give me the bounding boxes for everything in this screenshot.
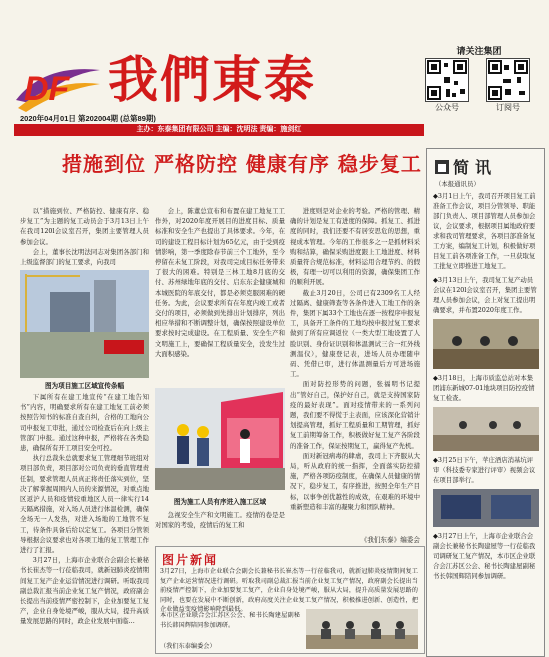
qr-subscription-label: 订阅号 (496, 103, 520, 112)
article-paragraph: 会上，陈董总宣布和布置在建工地复工工作外，对2020年度开展目的进度目标、质量标准和安全生产也提出了具体要求。今年，在司的建设工程目标计划为65亿元，由于受到疫情影响，第一季度除春节前三个工地外，至今停留在未复工阶段，对我司完成目标任务带来了很大的困难。特别是三林工地8月底的交付、苏州绿地年底的交付、启东东企健康城和本城医院的年底交付，都是必须克服困难的硬任务。为此，会议要求所有在年度内竣工或者交付的项目，必须做到先排出计划排序，列出相应举措和不断调整计划，确保按照建设单位要求按时完成建设。在工程质量、安全生产和文明施工上，要确保工程质量安全，没发生过大面积感染。 (155, 207, 285, 358)
qr-code-subscription[interactable] (486, 58, 530, 113)
issue-dateline: 2020年04月01日 第202004期 (总第89期) (20, 114, 156, 123)
article-paragraph: 执行总裁朱总就要求复工管理细节班组对项目部负责，项目部对公司负责的垂直管理责任制，要求管理人员真正将责任落实到位，坚决了解掌握周围内人员的来源情况，对重点地区返沪人员和疫情较重地区人员一律实行14天隔离措施，对入场人员进行体温检测，确保全场无一人发热，对进入场地的工地管不复工，待条件具备后给以定复工。各项目分管领导根据会议要求也对各项工地的复工管理工作进行了汇报。 (20, 454, 149, 555)
sidebar-list (433, 191, 539, 581)
qr-public-label: 公众号 (435, 103, 459, 112)
brief-video-meeting-photo (433, 489, 539, 527)
brief-inspection-photo (433, 407, 539, 451)
article-paragraph: 会上，董事长沈明法同志对集团各部门和上级监督部门的复工要求，向我司 (20, 247, 149, 267)
article-paragraph: 3月27日，上海市企业联合会副会长兼秘书长崔杰等一行莅临我司，就新冠肺炎疫情期间复工复产企业运营情况进行调研。听取我司副总裁汇报当前企业复工复产情况，政府副会长提出当前疫情严密控制下，企业加要复工复产，企业自身处境严峻，服从大局，提升高质量发展思路的同时，政企业发展中面临... (20, 556, 149, 626)
picture-news-caption: 本市区企业联合会江苏区公会、秘书长陶建屋副秘书长韩国辉陪同参加调研。 (160, 612, 300, 629)
photo-caption: 图为项目施工区域宣传条幅 (44, 382, 125, 390)
brief-item: ◆3月1日上午，我司召开项目复工前准备工作会议，项目分管领导、职能部门负责人、项目部管理人员参加会议，会议要求，根据项目属地政府要求和我司管理要求，各项目部准备复工方案，编制复工计划，积极做好项目复工前各项准备工作，一旦获取复工批复立即推进工地复工。 (433, 192, 536, 270)
article-paragraph: 以“措施到位、严格防控、健康有序、稳步复工”为主题的复工动员会于3月13日上午在我司120l会议室召开，集团主要管理人员参加会议。 (20, 207, 149, 246)
company-logo (14, 54, 102, 116)
meeting-photo (306, 609, 418, 649)
news-briefs-sidebar (426, 148, 545, 657)
sidebar-title: 简讯 (453, 158, 498, 177)
article-paragraph: 下属所有在建工地宣传“在建工地告知书”内容，明确要求所有在建工地复工前必须按照告知书的标准自查自纠，合格的工地向公司申报复工审批，通过公司检查后在向上级主管部门申报。通过这种申报，严格将在各类隐患，确保所有开工项目安全可控。 (20, 393, 149, 453)
article-signature: 《我们东泰》编委会 (360, 536, 420, 544)
workers-entering-photo (155, 388, 285, 490)
photo-caption: 图为施工人员有序进入施工区域 (173, 498, 267, 506)
article-paragraph: 进度则是对企业的考验。严格的管理、精确的计划是复工有进度的保障。抓复工、抓进度的同时，我们还要不有居安思危的思想，重视成本管理。今年的工作很多之一是抓材料采购和结算，确保采购进度跟上工地进度、材料质量符合规范标准，材料运用合理节约、的假极，有理一切可以利用的资源，确保集团工作的顺利开展。 (290, 207, 420, 287)
brief-meeting-photo-1 (433, 319, 539, 369)
sidebar-header (435, 155, 497, 178)
picture-news-source: （我们东泰编委会） (160, 643, 216, 650)
main-headline: 措施到位 严格防控 健康有序 稳步复工 (62, 152, 422, 176)
article-column-1-top (20, 206, 149, 267)
follow-label: 请关注集团 (456, 46, 502, 56)
article-paragraph: 急视安全生产和文明施工。疫情的卷是是对国家的考验，疫情后的复工和 (155, 511, 285, 530)
construction-site-photo (20, 270, 149, 378)
brief-item: ◆3月25日下午，苹庄酒店消基坑评审（科技委专家进行评审）视频会议在项目部举行。 (433, 456, 536, 484)
credits-bar: 主办：东泰集团有限公司 主编：沈明法 责编：施剑红 (14, 124, 424, 136)
article-column-2-top (155, 206, 285, 384)
picture-news-box (155, 546, 425, 654)
brief-item: ◆3月27日上午，上海市企业联合会副会长兼秘书长陶建屋等一行莅临我司调研复工复产情况，本市区企业联合会江苏区公会、秘书长陶建屋副秘书长韩国辉陪同参加调研。 (433, 532, 536, 580)
sidebar-byline: （本报通讯员） (435, 180, 480, 188)
article-paragraph: 截止3月20日，公司已有2309名工人经过隔离、健康筛查等各条件进入工地工作的条件，集团下属33个工地也在逐一按程序申报复工，具备开工条件的工地均按申报过复工要求做到了所有应调返位（一类大型工地设置了人脸识别、身份证识别和体温测试三合一红外线测温仪），健康登记表，进场人员办理随申码、凭借已审，进行体温测量后方可进场施工。 (290, 288, 420, 379)
article-paragraph: 面对防控形势的问题，张福明书记提出“管好自己，保护好自己，就是支持国家防疫的最好表现”。面对疫情带来的一系列问题，我们要不得慌于主表面，应该深化营销计划提高管理，抓好工程质量和工期管理，抓好复工前期筹备工作，积极做好复工复产各阶段的准备工作，保证按期复工，赢得复产先机。 (290, 380, 420, 450)
logo-text: DF (24, 70, 70, 108)
qr-code-icon (486, 58, 530, 102)
article-paragraph: 面对新冠病毒的肆虐，我司上下齐服从大局，听从政府的统一指挥，全面落实防控措施，严格各项防疫制度，在确保人员健康的情况下，稳步复工，有序推进，按照全年生产目标，以事争创优越性的成效，在艰难的环境中重新塑造和丰富的凝聚力和团队精神。 (290, 451, 420, 511)
picture-news-title: 图片新闻 (162, 553, 219, 567)
article-column-1-bottom (20, 392, 149, 656)
brief-item: ◆3月18日，上海市质监总站对本集团浦东新城07-01地块项目防控疫情复工检查。 (433, 374, 535, 402)
article-column-2-bottom (155, 510, 285, 540)
qr-code-icon (425, 58, 469, 102)
brief-item: ◆3月13日上午，我司复工复产动员会议在120l会议室召开，集团主要管理人员参加会议，会上对复工提出明确要求，并布置2020年度工作。 (433, 276, 537, 314)
article-column-3 (290, 206, 420, 532)
masthead-title: 我們東泰 (108, 50, 316, 109)
briefs-icon (435, 160, 449, 174)
qr-code-public[interactable] (425, 58, 469, 113)
picture-news-body: 3月27日，上海市企业联合会副会长兼秘书长崔杰等一行莅临我司，就新冠肺炎疫情期间复工复产企业运营情况进行调研。听取我司副总裁汇报当前企业复工复产情况，政府副会长提出当前疫情严控制下，企业加要复工复产，企业自身处境严峻，服从大局，提升高质量发展思路的同时，也要在发展中不断创新，政府高度关注企业复工复产情况，积极推进创新、创造性，把企业做益变疫情影响降到最低。 (160, 568, 418, 614)
